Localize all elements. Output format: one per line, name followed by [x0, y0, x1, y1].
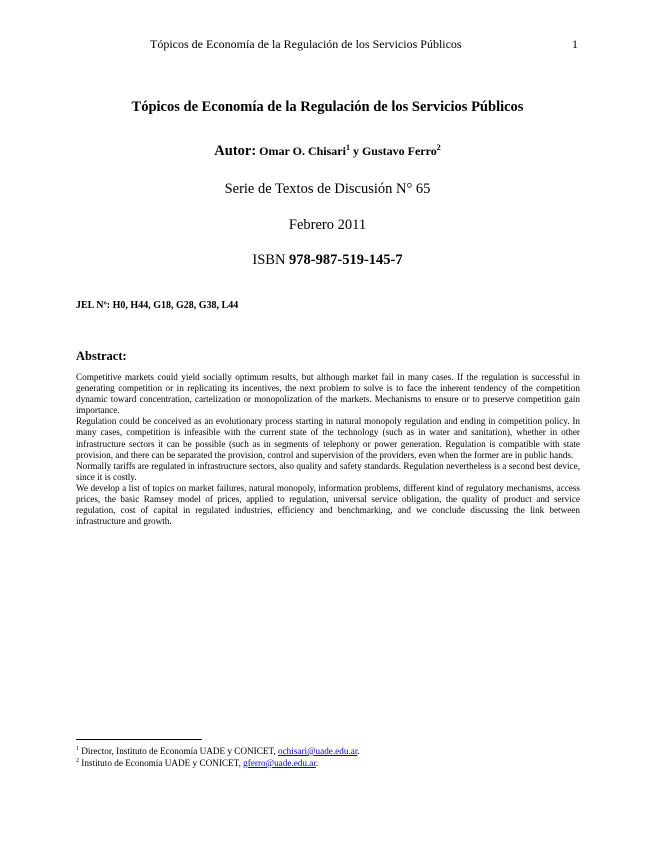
- footnote-divider: [76, 739, 202, 740]
- isbn-label: ISBN: [252, 252, 286, 268]
- footnote-1: [76, 745, 580, 757]
- abstract-heading: Abstract:: [76, 349, 127, 363]
- abstract-paragraph: Regulation could be conceived as an evolutionary process starting in natural monopoly regulation and ending in competition policy. In many cases, competition is infeasible with the current state of the technology (such as in water and sanitation), whether in other infrastructure sectors it can be possible (such as in segments of telephony or power generation. Regulation is compatible with state provision, and there can be separated the provision, control and supervision of the providers, even when the former are in public hands.: [76, 416, 580, 460]
- abstract-paragraph: We develop a list of topics on market failures, natural monopoly, information problems, different kind of regulatory mechanisms, access prices, the basic Ramsey model of prices, applied to regulation, universal service obligation, the quality of product and service regulation, cost of capital in regulated industries, efficiency and benchmarking, and we conclude discussing the link between infrastructure and growth.: [76, 482, 580, 527]
- footnote-2-email-link[interactable]: gferro@uade.edu.ar: [243, 758, 316, 768]
- isbn-line: [0, 252, 655, 269]
- date-line: Febrero 2011: [288, 217, 367, 233]
- document-title: Tópicos de Economía de la Regulación de los Servicios Públicos: [131, 99, 524, 115]
- author-line: [0, 143, 655, 160]
- footnote-mark-2[interactable]: 2: [436, 143, 441, 152]
- isbn-number: 978-987-519-145-7: [289, 252, 403, 268]
- abstract-paragraph: Normally tariffs are regulated in infrastructure sectors, also quality and safety standards. Regulation nevertheless is a second best device, since it is costly.: [76, 460, 580, 482]
- footnote-1-end: .: [357, 746, 360, 756]
- footnote-mark-1[interactable]: 1: [345, 143, 350, 152]
- footnote-2-text: Instituto de Economía UADE y CONICET,: [81, 758, 244, 768]
- footnote-2-mark: 2: [76, 757, 79, 764]
- jel-codes: JEL Nº: H0, H44, G18, G28, G38, L44: [76, 300, 239, 311]
- author-2: Gustavo Ferro: [361, 144, 437, 158]
- author-conjunction: y: [352, 144, 359, 158]
- footnote-1-email-link[interactable]: ochisari@uade.edu.ar: [278, 746, 358, 756]
- author-1: Omar O. Chisari: [259, 144, 346, 158]
- abstract-body: [76, 372, 580, 527]
- running-header: Tópicos de Economía de la Regulación de los Servicios Públicos: [150, 37, 462, 51]
- footnotes: [76, 745, 580, 769]
- footnote-1-text: Director, Instituto de Economía UADE y CONICET,: [81, 746, 278, 756]
- footnote-2: [76, 757, 580, 769]
- footnote-1-mark: 1: [76, 745, 79, 752]
- series-line: Serie de Textos de Discusión N° 65: [224, 181, 431, 197]
- author-label: Autor:: [214, 143, 257, 159]
- abstract-paragraph: Competitive markets could yield socially optimum results, but although market fail in many cases. If the regulation is successful in generating competition or in replicating its incentives, the next problem to solve is to face the inherent tendency of the competition dynamic toward concentration, cartelization or monopolization of the markets. Mechanisms to ensure or to preserve competition gain importance.: [76, 372, 580, 416]
- footnote-2-end: .: [315, 758, 319, 768]
- page-number: 1: [572, 37, 578, 51]
